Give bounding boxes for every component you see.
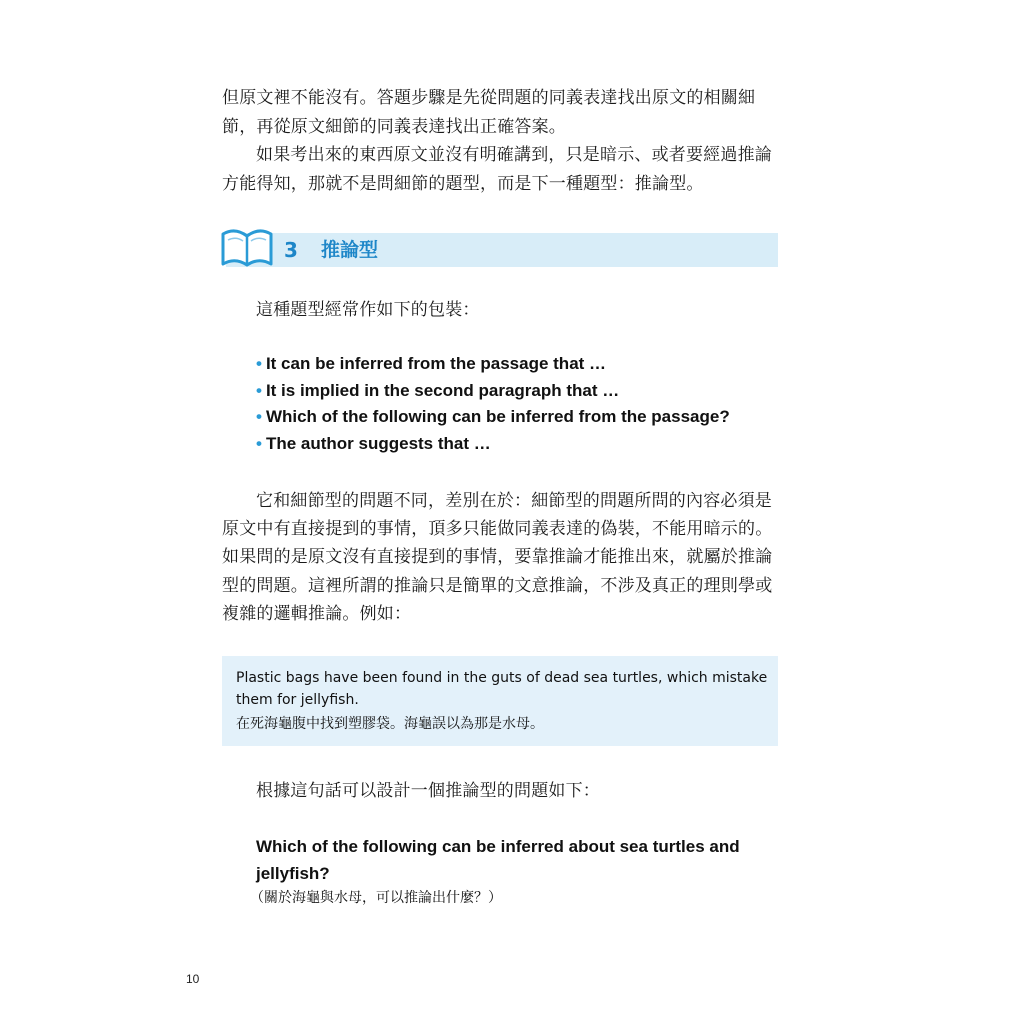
list-item <box>256 378 730 405</box>
body-paragraph: 它和細節型的問題不同，差別在於：細節型的問題所問的內容必須是原文中有直接提到的事情，頂多只能做同義表達的偽裝，不能用暗示的。如果問的是原文沒有直接提到的事情，要靠推論才能推出來，就屬於推論型的問題。這裡所謂的推論只是簡單的文意推論，不涉及真正的理則學或複雜的邏輯推論。例如： <box>222 491 773 624</box>
bullet-icon: • <box>256 407 262 426</box>
sample-question-english: Which of the following can be inferred about sea turtles and jellyfish? <box>256 837 740 883</box>
list-item-text: The author suggests that … <box>265 433 491 453</box>
example-english: Plastic bags have been found in the guts of dead sea turtles, which mistake them for jellyfish. <box>236 670 768 708</box>
list-item <box>256 431 730 458</box>
list-item-text: Which of the following can be inferred from the passage? <box>265 407 730 426</box>
bullet-icon: • <box>256 433 262 453</box>
sample-question-chinese: （關於海龜與水母，可以推論出什麼？） <box>250 890 502 906</box>
list-item <box>256 404 730 431</box>
section-number: 3 <box>284 238 298 262</box>
open-book-icon <box>219 222 275 270</box>
intro-paragraph-1: 但原文裡不能沒有。答題步驟是先從問題的同義表達找出原文的相關細節，再從原文細節的同義表達找出正確答案。 <box>222 88 756 137</box>
question-pattern-list <box>256 351 730 457</box>
section-header-bar <box>226 233 778 267</box>
lead-in-text: 這種題型經常作如下的包裝： <box>256 300 480 320</box>
list-item-text: It can be inferred from the passage that … <box>265 354 607 373</box>
intro-paragraph-2: 如果考出來的東西原文並沒有明確講到，只是暗示、或者要經過推論方能得知，那就不是問細節的題型，而是下一種題型：推論型。 <box>222 145 772 194</box>
bullet-icon: • <box>256 354 262 373</box>
list-item-text: It is implied in the second paragraph that … <box>265 380 620 400</box>
question-intro-text: 根據這句話可以設計一個推論型的問題如下： <box>256 781 600 801</box>
bullet-icon: • <box>256 380 262 400</box>
example-chinese: 在死海龜腹中找到塑膠袋。海龜誤以為那是水母。 <box>236 716 544 732</box>
section-title: 推論型 <box>321 239 379 261</box>
list-item <box>256 351 730 378</box>
page-number: 10 <box>186 972 200 986</box>
